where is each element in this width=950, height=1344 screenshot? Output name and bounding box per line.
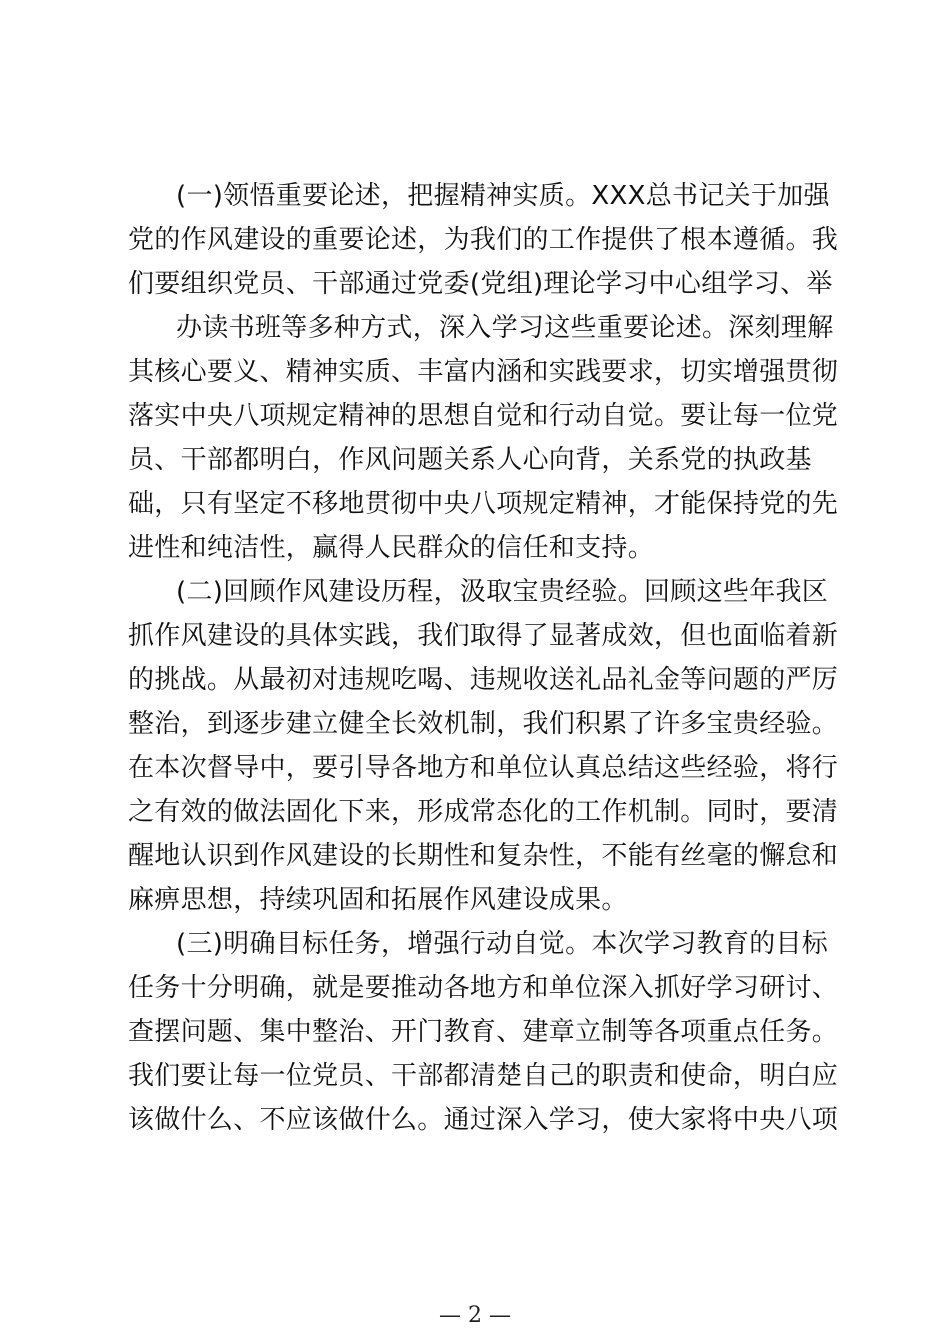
text-line-17: 麻痹思想，持续巩固和拓展作风建设成果。 [128, 885, 628, 915]
text-line-14: 在本次督导中，要引导各地方和单位认真总结这些经验，将行 [128, 753, 839, 783]
text-line-8: 础，只有坚定不移地贯彻中央八项规定精神，才能保持党的先 [128, 489, 839, 519]
text-line-3: 们要组织党员、干部通过党委(党组)理论学习中心组学习、举 [128, 269, 833, 299]
text-line-12: 的挑战。从最初对违规吃喝、违规收送礼品礼金等问题的严厉 [128, 665, 839, 695]
text-line-7: 员、干部都明白，作风问题关系人心向背，关系党的执政基 [128, 445, 812, 475]
text-line-5: 其核心要义、精神实质、丰富内涵和实践要求，切实增强贯彻 [128, 357, 839, 387]
text-line-21: 我们要让每一位党员、干部都清楚自己的职责和使命，明白应 [128, 1061, 839, 1091]
text-line-9: 进性和纯洁性，赢得人民群众的信任和支持。 [128, 533, 655, 563]
text-line-11: 抓作风建设的具体实践，我们取得了显著成效，但也面临着新 [128, 621, 839, 651]
text-line-15: 之有效的做法固化下来，形成常态化的工作机制。同时，要清 [128, 797, 839, 827]
text-line-18: (三)明确目标任务，增强行动自觉。本次学习教育的目标 [176, 929, 829, 959]
text-line-16: 醒地认识到作风建设的长期性和复杂性，不能有丝毫的懈怠和 [128, 841, 839, 871]
page-number: — 2 — [439, 1303, 511, 1328]
text-line-20: 查摆问题、集中整治、开门教育、建章立制等各项重点任务。 [128, 1017, 839, 1047]
text-line-19: 任务十分明确，就是要推动各地方和单位深入抓好学习研讨、 [128, 973, 839, 1003]
text-line-1: (一)领悟重要论述，把握精神实质。XXX总书记关于加强 [176, 181, 830, 211]
text-line-2: 党的作风建设的重要论述，为我们的工作提供了根本遵循。我 [128, 225, 839, 255]
text-line-13: 整治，到逐步建立健全长效机制，我们积累了许多宝贵经验。 [128, 709, 839, 739]
text-line-22: 该做什么、不应该做什么。通过深入学习，使大家将中央八项 [128, 1105, 839, 1135]
text-line-6: 落实中央八项规定精神的思想自觉和行动自觉。要让每一位党 [128, 401, 839, 431]
text-line-4: 办读书班等多种方式，深入学习这些重要论述。深刻理解 [176, 313, 834, 343]
text-line-10: (二)回顾作风建设历程，汲取宝贵经验。回顾这些年我区 [176, 577, 829, 607]
